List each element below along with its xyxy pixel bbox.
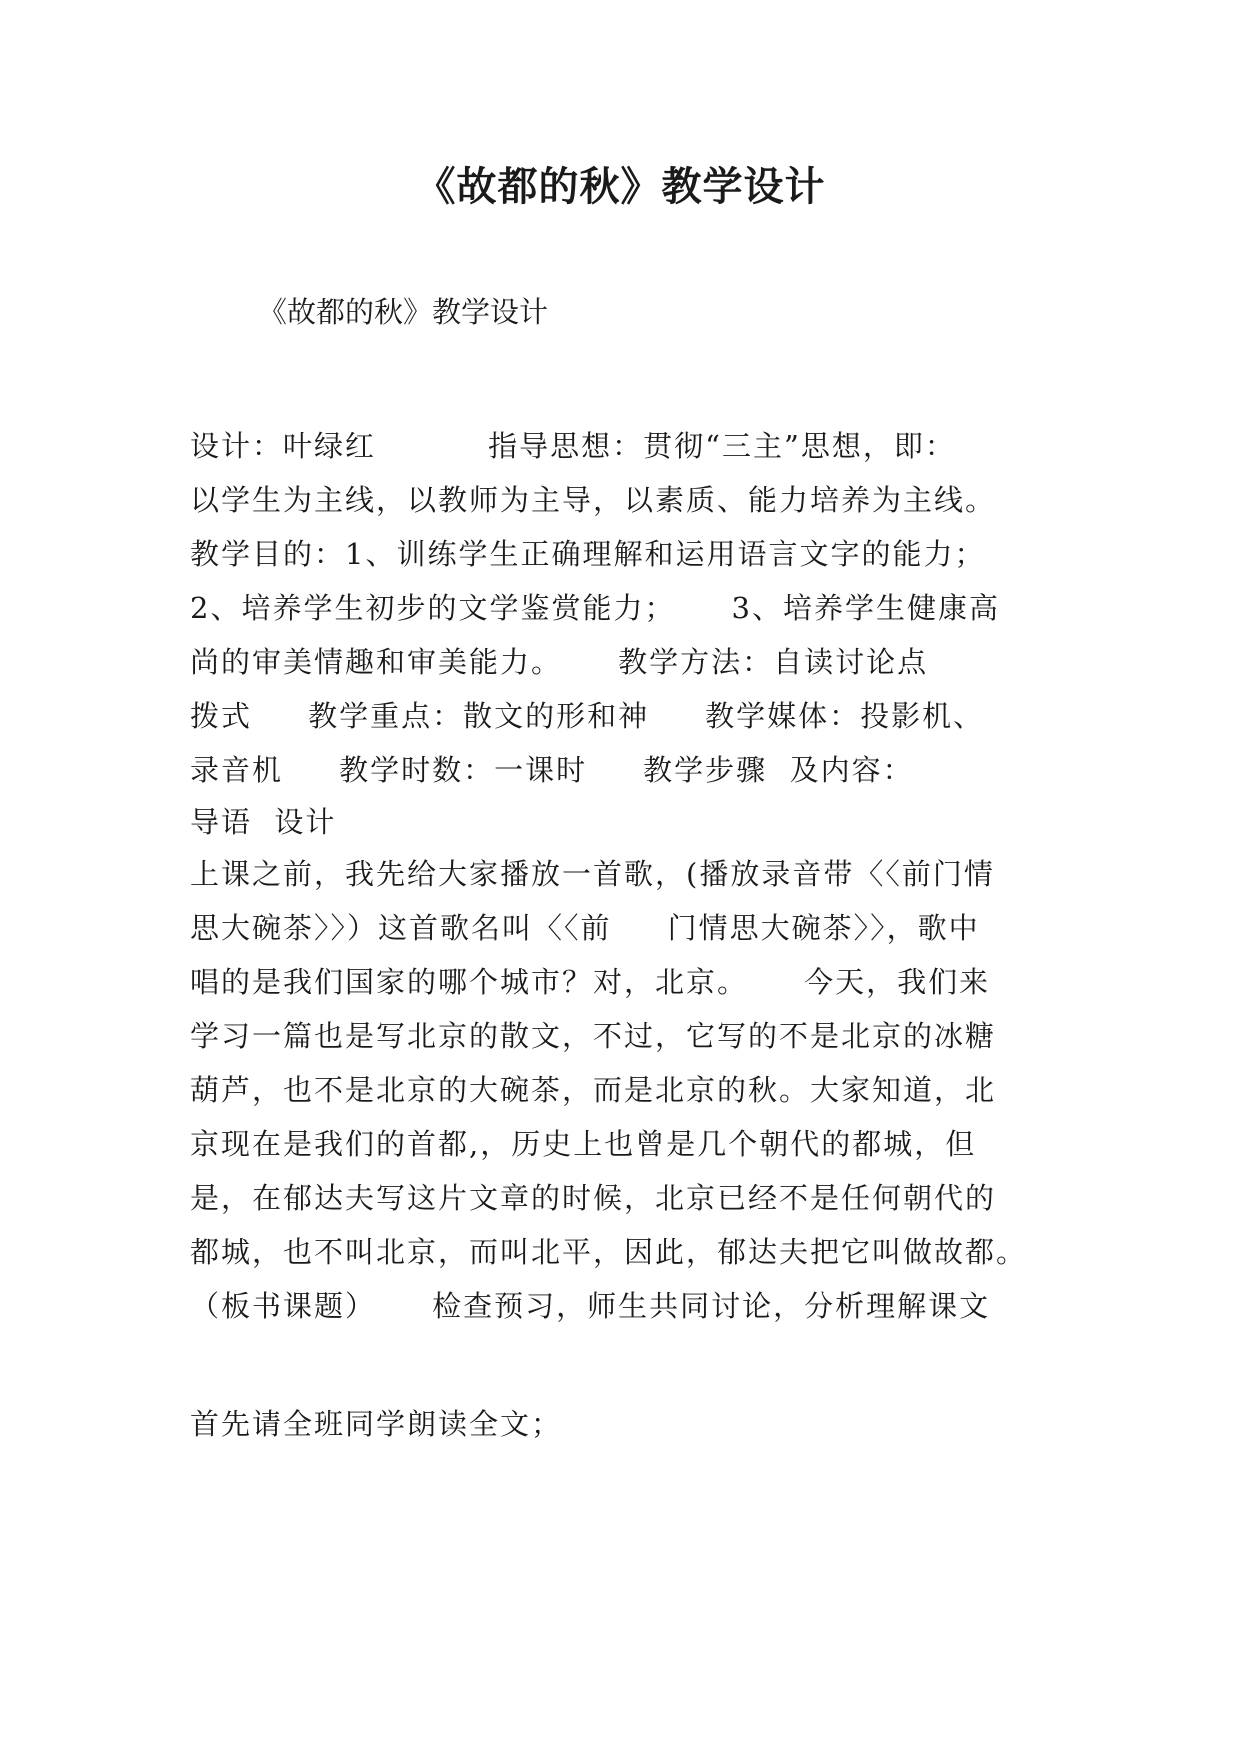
body-line: 2、培养学生初步的文学鉴赏能力； 3、培养学生健康高 [190,591,1000,625]
body-line: 是，在郁达夫写这片文章的时候，北京已经不是任何朝代的 [190,1181,997,1215]
document-subtitle: 《故都的秋》教学设计 [258,295,549,329]
document-title: 《故都的秋》教学设计 [415,163,826,210]
body-line: 上课之前，我先给大家播放一首歌，(播放录音带〈〈前门情 [190,857,995,891]
body-line: 以学生为主线，以教师为主导，以素质、能力培养为主线。 [190,483,997,517]
body-line: 拨式 教学重点：散文的形和神 教学媒体：投影机、 [190,699,985,733]
body-line: 尚的审美情趣和审美能力。 教学方法：自读讨论点 [190,645,929,679]
body-line: 学习一篇也是写北京的散文，不过，它写的不是北京的冰糖 [190,1019,997,1053]
body-line: 唱的是我们国家的哪个城市？对，北京。 今天，我们来 [190,965,991,999]
body-line: （板书课题） 检查预习，师生共同讨论，分析理解课文 [190,1289,991,1323]
body-line: 都城，也不叫北京，而叫北平，因此，郁达夫把它叫做故都。 [190,1235,1028,1269]
body-line: 首先请全班同学朗读全文； [190,1407,563,1441]
body-line: 教学目的：1、训练学生正确理解和运用语言文字的能力； [190,537,986,571]
body-line: 导语 设计 [190,805,337,839]
body-line: 录音机 教学时数：一课时 教学步骤 及内容： [190,753,914,787]
body-line: 京现在是我们的首都,，历史上也曾是几个朝代的都城，但 [190,1127,977,1161]
body-line: 葫芦，也不是北京的大碗茶，而是北京的秋。大家知道，北 [190,1073,997,1107]
body-line: 思大碗茶〉〉）这首歌名叫〈〈前 门情思大碗茶〉〉，歌中 [190,911,980,945]
body-line: 设计：叶绿红 指导思想：贯彻“三主”思想，即： [190,429,956,463]
